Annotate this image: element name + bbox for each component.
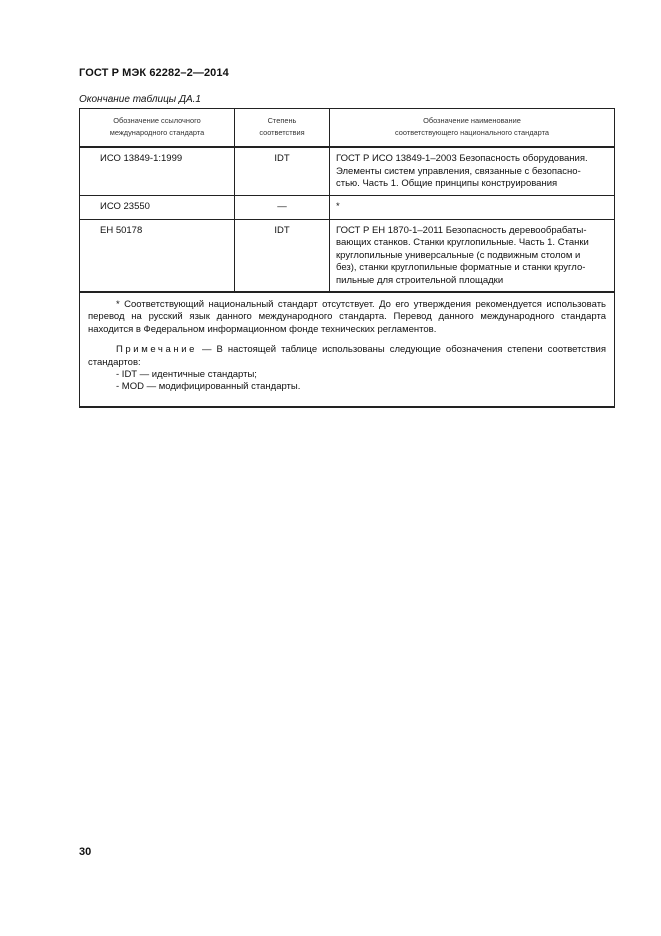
column-header-ref: Обозначение ссылочного международного стандарта <box>80 109 235 148</box>
national-cell: ГОСТ Р ИСО 13849-1–2003 Безопасность оборудования. Элементы систем управления, связанные с безопасно- стью. Часть 1. Общие принципы конструирования <box>330 147 615 195</box>
note-label: Примечание <box>116 344 197 356</box>
table-note <box>88 344 606 369</box>
table-row <box>80 195 615 219</box>
degree-cell: — <box>235 195 330 219</box>
column-header-national: Обозначение наименование соответствующего национального стандарта <box>330 109 615 148</box>
document-header: ГОСТ Р МЭК 62282–2—2014 <box>79 67 229 79</box>
note-item: - IDT — идентичные стандарты; <box>116 369 257 381</box>
standards-table-container <box>79 108 614 408</box>
table-header-row <box>80 109 615 148</box>
column-header-degree: Степень соответствия <box>235 109 330 148</box>
table-caption: Окончание таблицы ДА.1 <box>79 94 201 105</box>
note-text: — В настоящей таблице использованы следующие обозначения степени соответствия стандартов: <box>88 344 606 368</box>
ref-cell: ЕН 50178 <box>80 219 235 292</box>
table-row <box>80 147 615 195</box>
table-row <box>80 219 615 292</box>
page-number: 30 <box>79 846 92 858</box>
ref-cell: ИСО 23550 <box>80 195 235 219</box>
degree-cell: IDT <box>235 219 330 292</box>
national-cell: * <box>330 195 615 219</box>
table-notes-cell <box>80 292 615 407</box>
table-notes-row <box>80 292 615 407</box>
national-cell: ГОСТ Р ЕН 1870-1–2011 Безопасность деревообрабаты- вающих станков. Станки круглопильные. Часть 1. Станки круглопильные универсальные (с подвижным столом и без), станки круглопильные форматные и станки кругло- пильные для строительной площадки <box>330 219 615 292</box>
ref-cell: ИСО 13849-1:1999 <box>80 147 235 195</box>
degree-cell: IDT <box>235 147 330 195</box>
note-item: - MOD — модифицированный стандарты. <box>116 381 301 393</box>
standards-table <box>79 108 615 408</box>
table-footnote: * Соответствующий национальный стандарт отсутствует. До его утверждения рекомендуется использовать перевод на русский язык данного международного стандарта. Перевод данного международного стандарта находится в Федеральном информационном фонде технических регламентов. <box>88 299 606 335</box>
